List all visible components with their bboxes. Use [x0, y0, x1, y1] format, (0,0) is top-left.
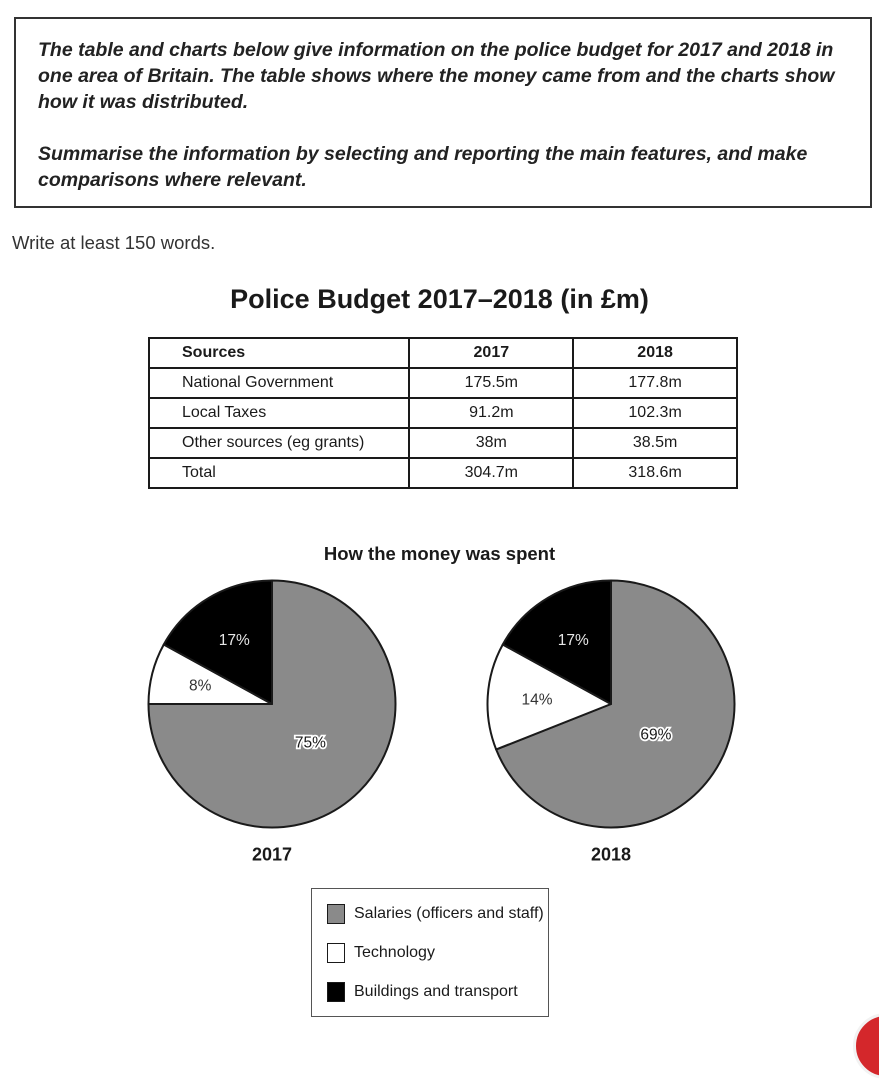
pie-year-label-2018: 2018 — [590, 844, 632, 865]
cell-source: National Government — [149, 368, 409, 398]
cell-source: Other sources (eg grants) — [149, 428, 409, 458]
cell-2017: 175.5m — [409, 368, 573, 398]
chart-title: How the money was spent — [323, 543, 556, 564]
pie-2018 — [488, 581, 735, 865]
cell-2018: 102.3m — [573, 398, 737, 428]
pie-label-technology-2018: 14% — [521, 691, 553, 709]
legend-swatch-salaries — [327, 904, 345, 924]
legend-label: Buildings and transport — [354, 983, 518, 1000]
legend-swatch-technology — [327, 943, 345, 963]
task-instructions: Summarise the information by selecting and reporting the main features, and make comparisons where relevant. — [38, 143, 808, 191]
pie-label-buildings-2018: 17% — [557, 632, 589, 650]
cell-2018: 177.8m — [573, 368, 737, 398]
pie-charts — [0, 560, 879, 870]
cell-2017: 38m — [409, 428, 573, 458]
legend-item-buildings — [327, 981, 518, 1003]
corner-logo-badge — [853, 1013, 879, 1079]
table-row — [149, 398, 737, 428]
cell-2017: 304.7m — [409, 458, 573, 488]
chart-legend — [311, 888, 549, 1017]
legend-item-salaries — [327, 903, 544, 925]
legend-swatch-buildings — [327, 982, 345, 1002]
task-prompt-box — [14, 17, 872, 208]
legend-label: Salaries (officers and staff) — [354, 905, 544, 922]
pie-label-buildings-2017: 17% — [218, 632, 250, 650]
pie-label-salaries-2018: 69% — [640, 726, 672, 744]
pie-label-salaries-2017: 75% — [294, 734, 326, 752]
header-2017: 2017 — [409, 338, 573, 368]
pie-label-technology-2017: 8% — [189, 677, 212, 695]
header-sources: Sources — [149, 338, 409, 368]
cell-source: Total — [149, 458, 409, 488]
header-2018: 2018 — [573, 338, 737, 368]
pie-year-label-2017: 2017 — [251, 844, 293, 865]
table-row — [149, 368, 737, 398]
cell-2017: 91.2m — [409, 398, 573, 428]
budget-table — [148, 337, 738, 489]
task-description: The table and charts below give information on the police budget for 2017 and 2018 in one area of Britain. The table shows where the money came from and the charts show how it was distributed. — [38, 39, 835, 113]
table-title: Police Budget 2017–2018 (in £m) — [230, 284, 649, 314]
table-row-total — [149, 458, 737, 488]
cell-source: Local Taxes — [149, 398, 409, 428]
cell-2018: 38.5m — [573, 428, 737, 458]
cell-2018: 318.6m — [573, 458, 737, 488]
table-row — [149, 428, 737, 458]
legend-item-technology — [327, 942, 435, 964]
table-header-row — [149, 338, 737, 368]
word-count-instruction: Write at least 150 words. — [12, 232, 216, 253]
pie-2017 — [149, 581, 396, 865]
legend-label: Technology — [354, 944, 435, 961]
